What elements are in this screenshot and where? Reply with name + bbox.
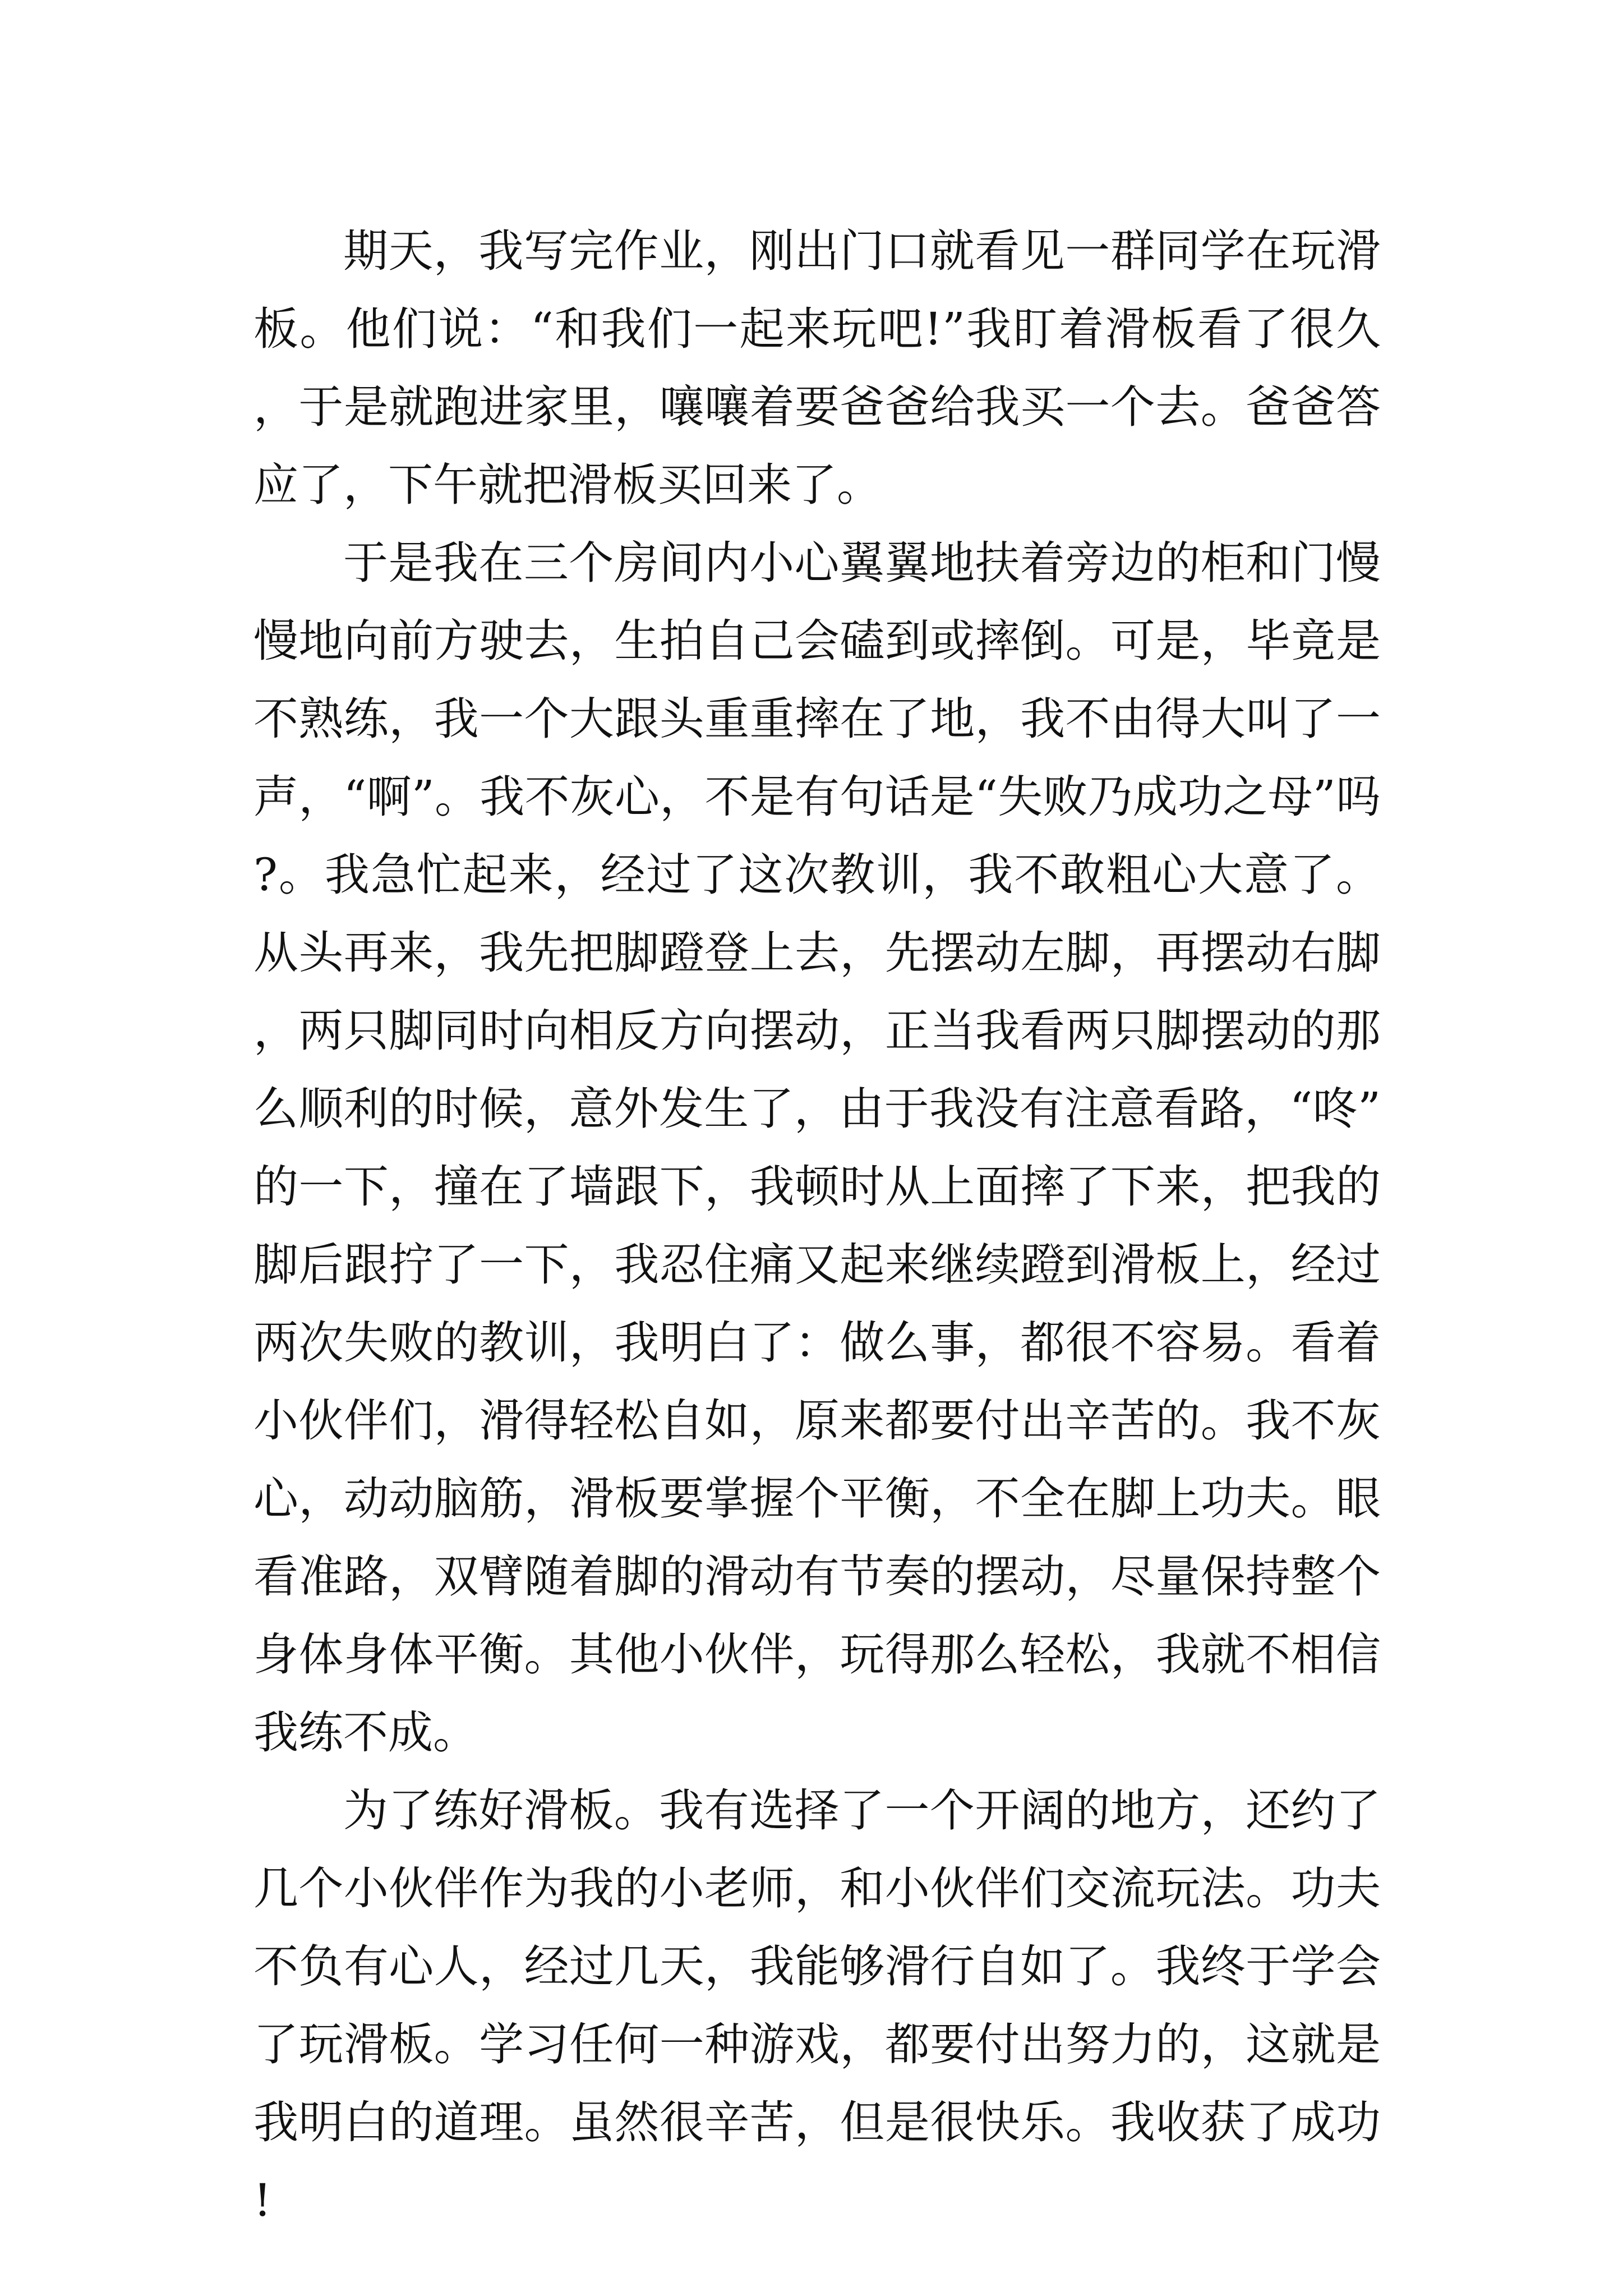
essay-body <box>253 212 1381 2239</box>
paragraph-1: 期天，我写完作业，刚出门口就看见一群同学在玩滑板。他们说：“和我们一起来玩吧!”我盯着滑板看了很久，于是就跑进家里，嚷嚷着要爸爸给我买一个去。爸爸答应了，下午就把滑板买回来了。 <box>253 225 1381 511</box>
paragraph-3: 为了练好滑板。我有选择了一个开阔的地方，还约了几个小伙伴作为我的小老师，和小伙伴们交流玩法。功夫不负有心人，经过几天，我能够滑行自如了。我终于学会了玩滑板。学习任何一种游戏，都要付出努力的，这就是我明白的道理。虽然很辛苦，但是很快乐。我收获了成功! <box>253 1784 1381 2226</box>
paragraph-2: 于是我在三个房间内小心翼翼地扶着旁边的柜和门慢慢地向前方驶去，生拍自己会磕到或摔倒。可是，毕竟是不熟练，我一个大跟头重重摔在了地，我不由得大叫了一声，“啊”。我不灰心，不是有句话是“失败乃成功之母”吗?。我急忙起来，经过了这次教训，我不敢粗心大意了。从头再来，我先把脚蹬登上去，先摆动左脚，再摆动右脚，两只脚同时向相反方向摆动，正当我看两只脚摆动的那么顺利的时候，意外发生了，由于我没有注意看路，“咚”的一下，撞在了墙跟下，我顿时从上面摔了下来，把我的脚后跟拧了一下，我忍住痛又起来继续蹬到滑板上，经过两次失败的教训，我明白了：做么事，都很不容易。看着小伙伴们，滑得轻松自如，原来都要付出辛苦的。我不灰心，动动脑筋，滑板要掌握个平衡，不全在脚上功夫。眼看准路，双臂随着脚的滑动有节奏的摆动，尽量保持整个身体身体平衡。其他小伙伴，玩得那么轻松，我就不相信我练不成。 <box>253 537 1381 1759</box>
